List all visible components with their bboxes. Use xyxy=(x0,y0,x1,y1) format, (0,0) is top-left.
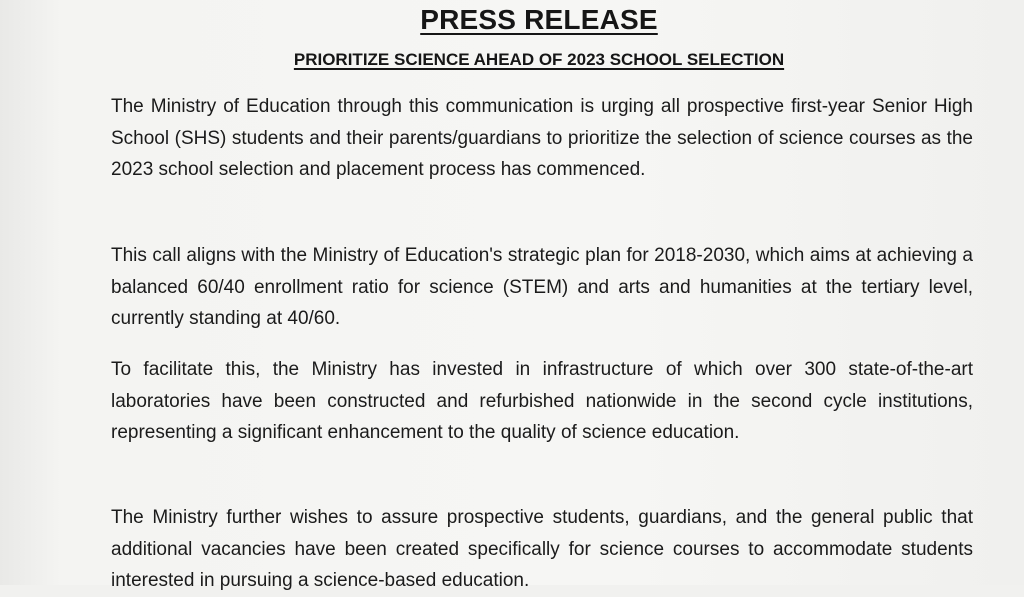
paragraph-2: This call aligns with the Ministry of Education's strategic plan for 2018-2030, which aims at achieving a balanced 60/40 enrollment ratio for science (STEM) and arts and humanities at the tertiary level, currently standing at 40/60. xyxy=(111,245,973,329)
paragraph-4: The Ministry further wishes to assure prospective students, guardians, and the general public that additional vacancies have been created specifically for science courses to accommodate students interested in pursuing a science-based education. xyxy=(111,507,973,591)
paragraph-1: The Ministry of Education through this communication is urging all prospective first-year Senior High School (SHS) students and their parents/guardians to prioritize the selection of science courses as the 2023 school selection and placement process has commenced. xyxy=(111,96,973,180)
press-release-subtitle: PRIORITIZE SCIENCE AHEAD OF 2023 SCHOOL SELECTION xyxy=(293,50,785,69)
paragraph-3: To facilitate this, the Ministry has invested in infrastructure of which over 300 state-of-the-art laboratories have been constructed and refurbished nationwide in the second cycle institutions, representing a significant enhancement to the quality of science education. xyxy=(111,359,973,443)
press-release-title: PRESS RELEASE xyxy=(420,4,658,35)
